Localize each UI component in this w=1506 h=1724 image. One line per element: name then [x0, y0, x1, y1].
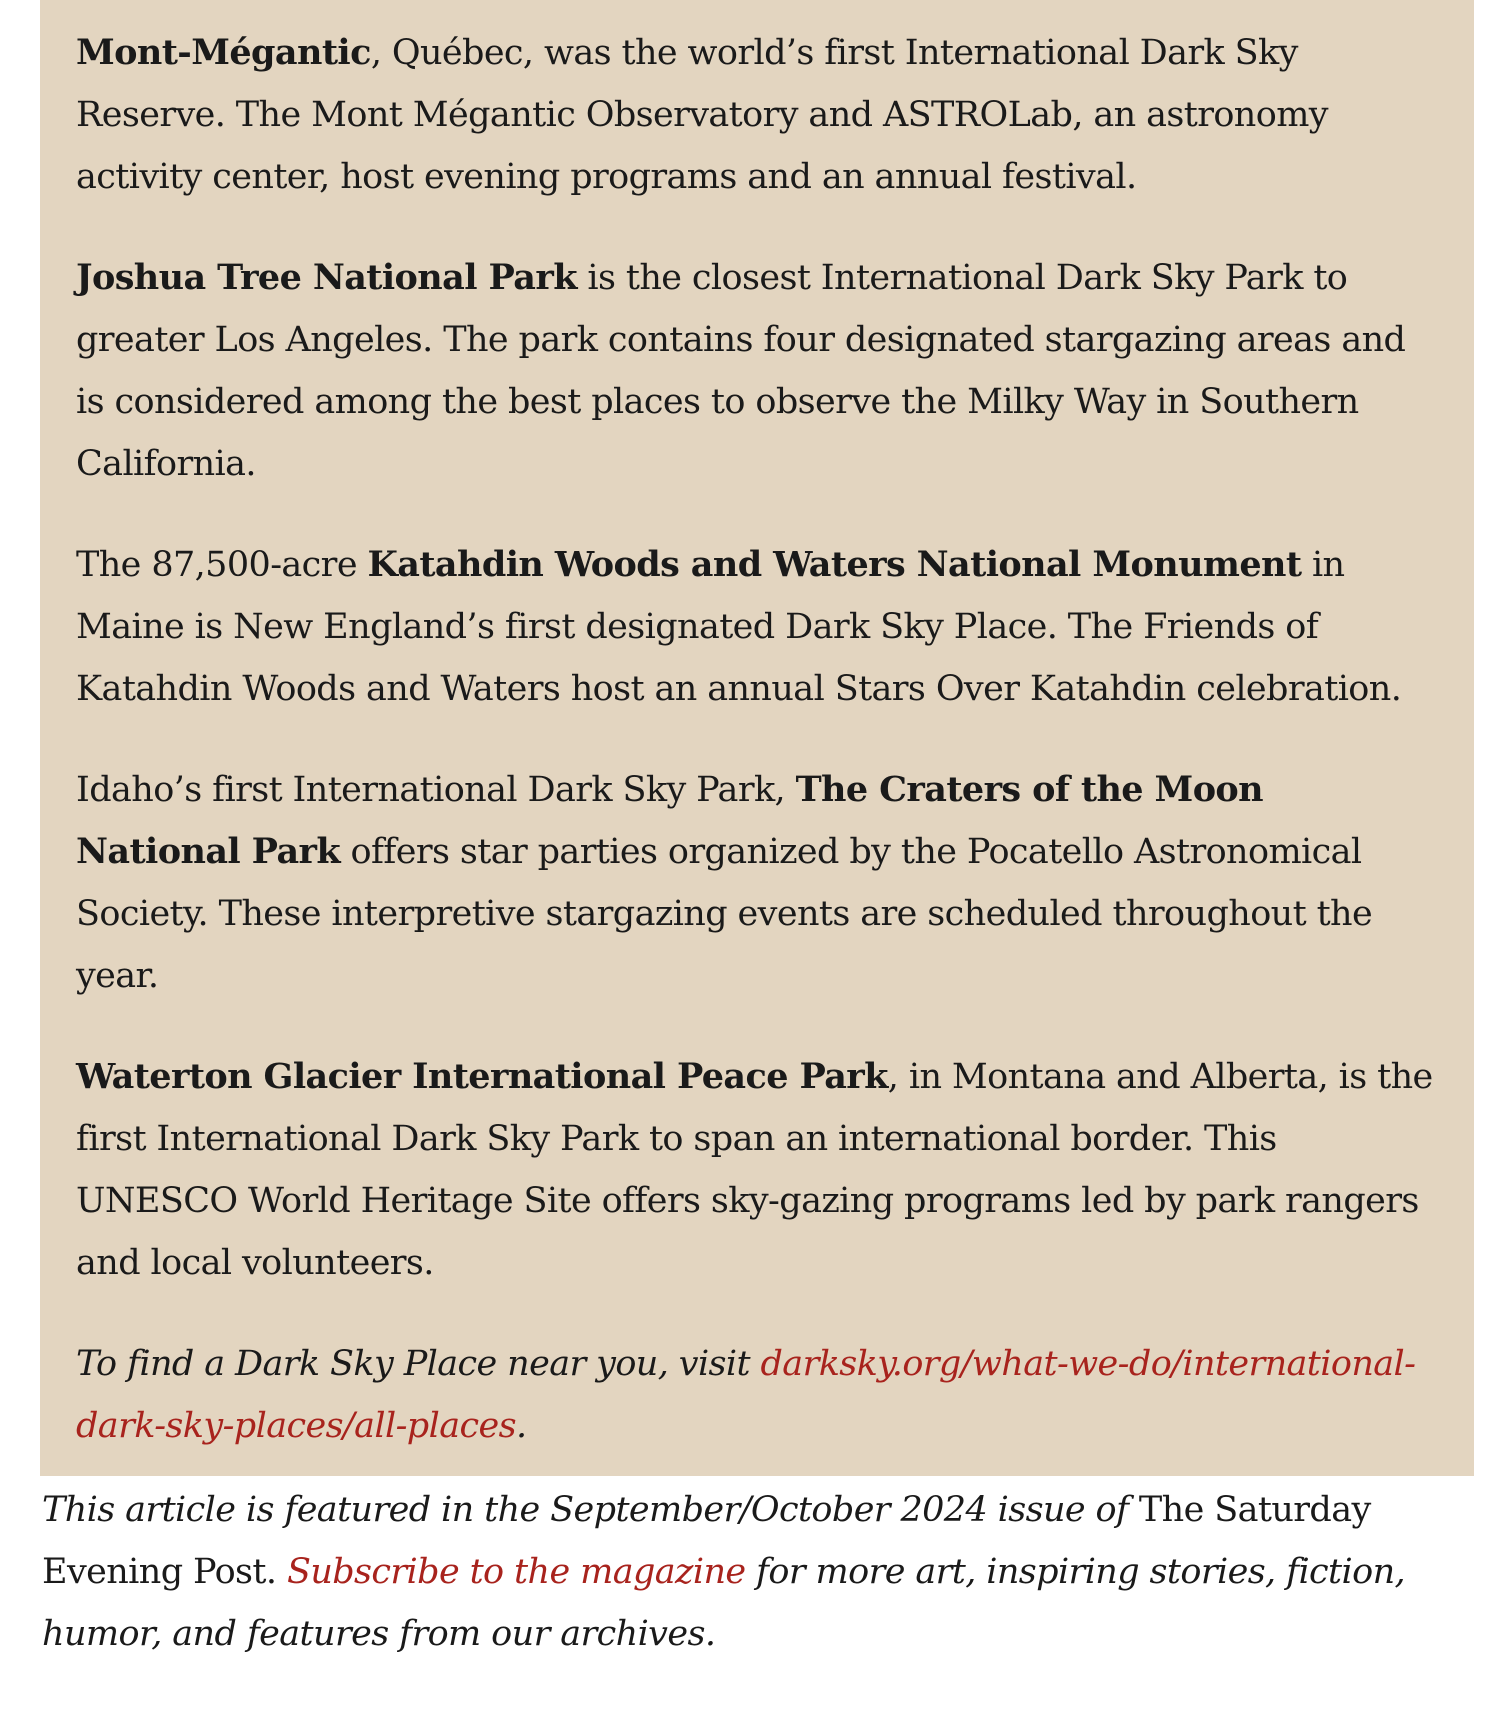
subscribe-link-label: Subscribe to the magazine [286, 1552, 746, 1592]
entry-text: offers star parties organized by the Pocatello Astronomical Society. These interpretive stargazing events are scheduled throughout the year. [76, 832, 1373, 996]
place-name: Katahdin Woods and Waters National Monument [367, 544, 1302, 585]
entry-text: in Maine is New England’s first designated Dark Sky Place. The Friends of Katahdin Woods and Waters host an annual Stars Over Katahdin celebration. [76, 545, 1402, 709]
cta-end: . [515, 1406, 527, 1446]
place-name: Joshua Tree National Park [76, 257, 577, 298]
entry-lead: Idaho’s first International Dark Sky Park, [76, 770, 796, 810]
entry-mont-megantic [76, 22, 1438, 208]
entry-lead: The 87,500-acre [76, 545, 368, 585]
entry-joshua-tree [76, 247, 1438, 495]
entry-text: is the closest International Dark Sky Park to greater Los Angeles. The park contains four designated stargazing areas and is considered among the best places to observe the Milky Way in Southern California. [76, 258, 1406, 484]
footer-text-end: for more art, inspiring stories, fiction, humor, and features from our archives. [42, 1552, 1406, 1654]
publication-name: The Saturday Evening Post [42, 1490, 1371, 1592]
entry-text: , in Montana and Alberta, is the first International Dark Sky Park to span an international border. This UNESCO World Heritage Site offers sky-gazing programs led by park rangers and local volunteers. [76, 1057, 1433, 1283]
subscribe-link[interactable] [287, 1552, 746, 1592]
cta-text: To find a Dark Sky Place near you, visit [76, 1344, 761, 1384]
entry-katahdin [76, 534, 1438, 720]
article-footer-note [42, 1479, 1482, 1665]
entry-text: , Québec, was the world’s first International Dark Sky Reserve. The Mont Mégantic Observatory and ASTROLab, an astronomy activity center, host evening programs and an annual festival. [76, 33, 1328, 197]
place-name: The Craters of the Moon National Park [76, 769, 1264, 872]
entry-waterton-glacier [76, 1046, 1438, 1294]
footer-text: This article is featured in the September/October 2024 issue of [42, 1490, 1139, 1530]
footer-separator: . [265, 1552, 287, 1592]
find-dark-sky-cta [76, 1333, 1438, 1457]
place-name: Mont-Mégantic [76, 32, 371, 73]
place-name: Waterton Glacier International Peace Park [76, 1056, 888, 1097]
entry-craters-of-the-moon [76, 759, 1438, 1007]
darksky-places-link[interactable]: darksky.org/what-we-do/international-dark-sky-places/all-places [76, 1344, 1416, 1446]
dark-sky-places-sidebar [40, 0, 1474, 1476]
